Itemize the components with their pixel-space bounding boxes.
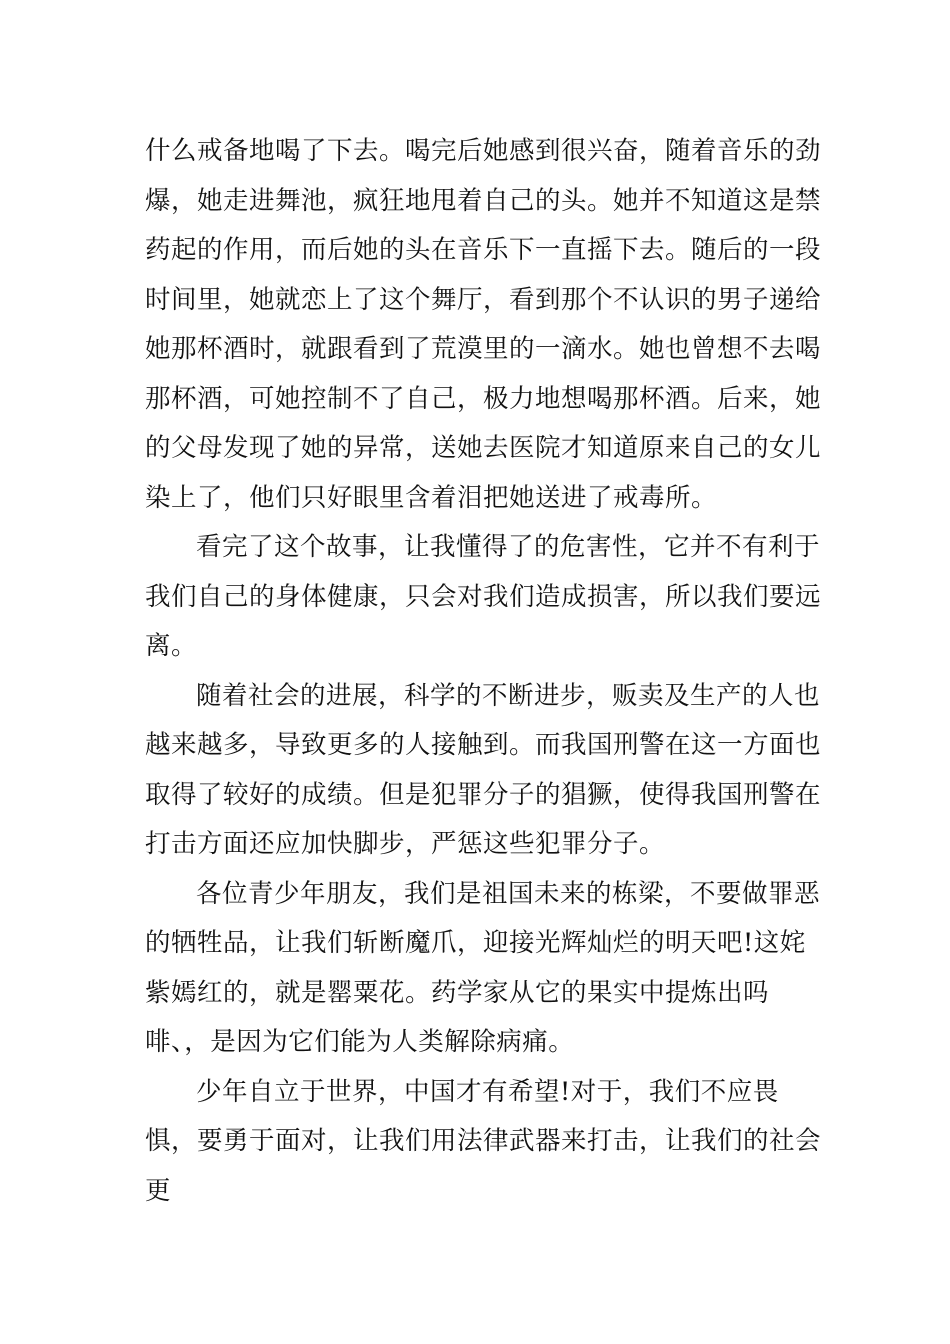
paragraph: 看完了这个故事，让我懂得了的危害性，它并不有利于我们自己的身体健康，只会对我们造成损害，所以我们要远离。 — [145, 532, 822, 661]
paragraph: 随着社会的进展，科学的不断进步，贩卖及生产的人也越来越多，导致更多的人接触到。而我国刑警在这一方面也取得了较好的成绩。但是犯罪分子的猖獗，使得我国刑警在打击方面还应加快脚步，严惩这些犯罪分子。 — [145, 680, 822, 859]
paragraph: 各位青少年朋友，我们是祖国未来的栋梁，不要做罪恶的牺牲品，让我们斩断魔爪，迎接光辉灿烂的明天吧!这姹紫嫣红的，就是罂粟花。药学家从它的果实中提炼出吗啡、，是因为它们能为人类解除病痛。 — [145, 878, 821, 1057]
paragraph: 少年自立于世界，中国才有希望!对于，我们不应畏惧，要勇于面对，让我们用法律武器来打击，让我们的社会更 — [145, 1076, 822, 1206]
paragraph-continued: 什么戒备地喝了下去。喝完后她感到很兴奋，随着音乐的劲爆，她走进舞池，疯狂地甩着自己的头。她并不知道这是禁药起的作用，而后她的头在音乐下一直摇下去。随后的一段时间里，她就恋上了这个舞厅，看到那个不认识的男子递给她那杯酒时，就跟看到了荒漠里的一滴水。她也曾想不去喝那杯酒，可她控制不了自己，极力地想喝那杯酒。后来，她的父母发现了她的异常，送她去医院才知道原来自己的女儿染上了，他们只好眼里含着泪把她送进了戒毒所。 — [145, 136, 822, 513]
document-body — [145, 127, 830, 1216]
